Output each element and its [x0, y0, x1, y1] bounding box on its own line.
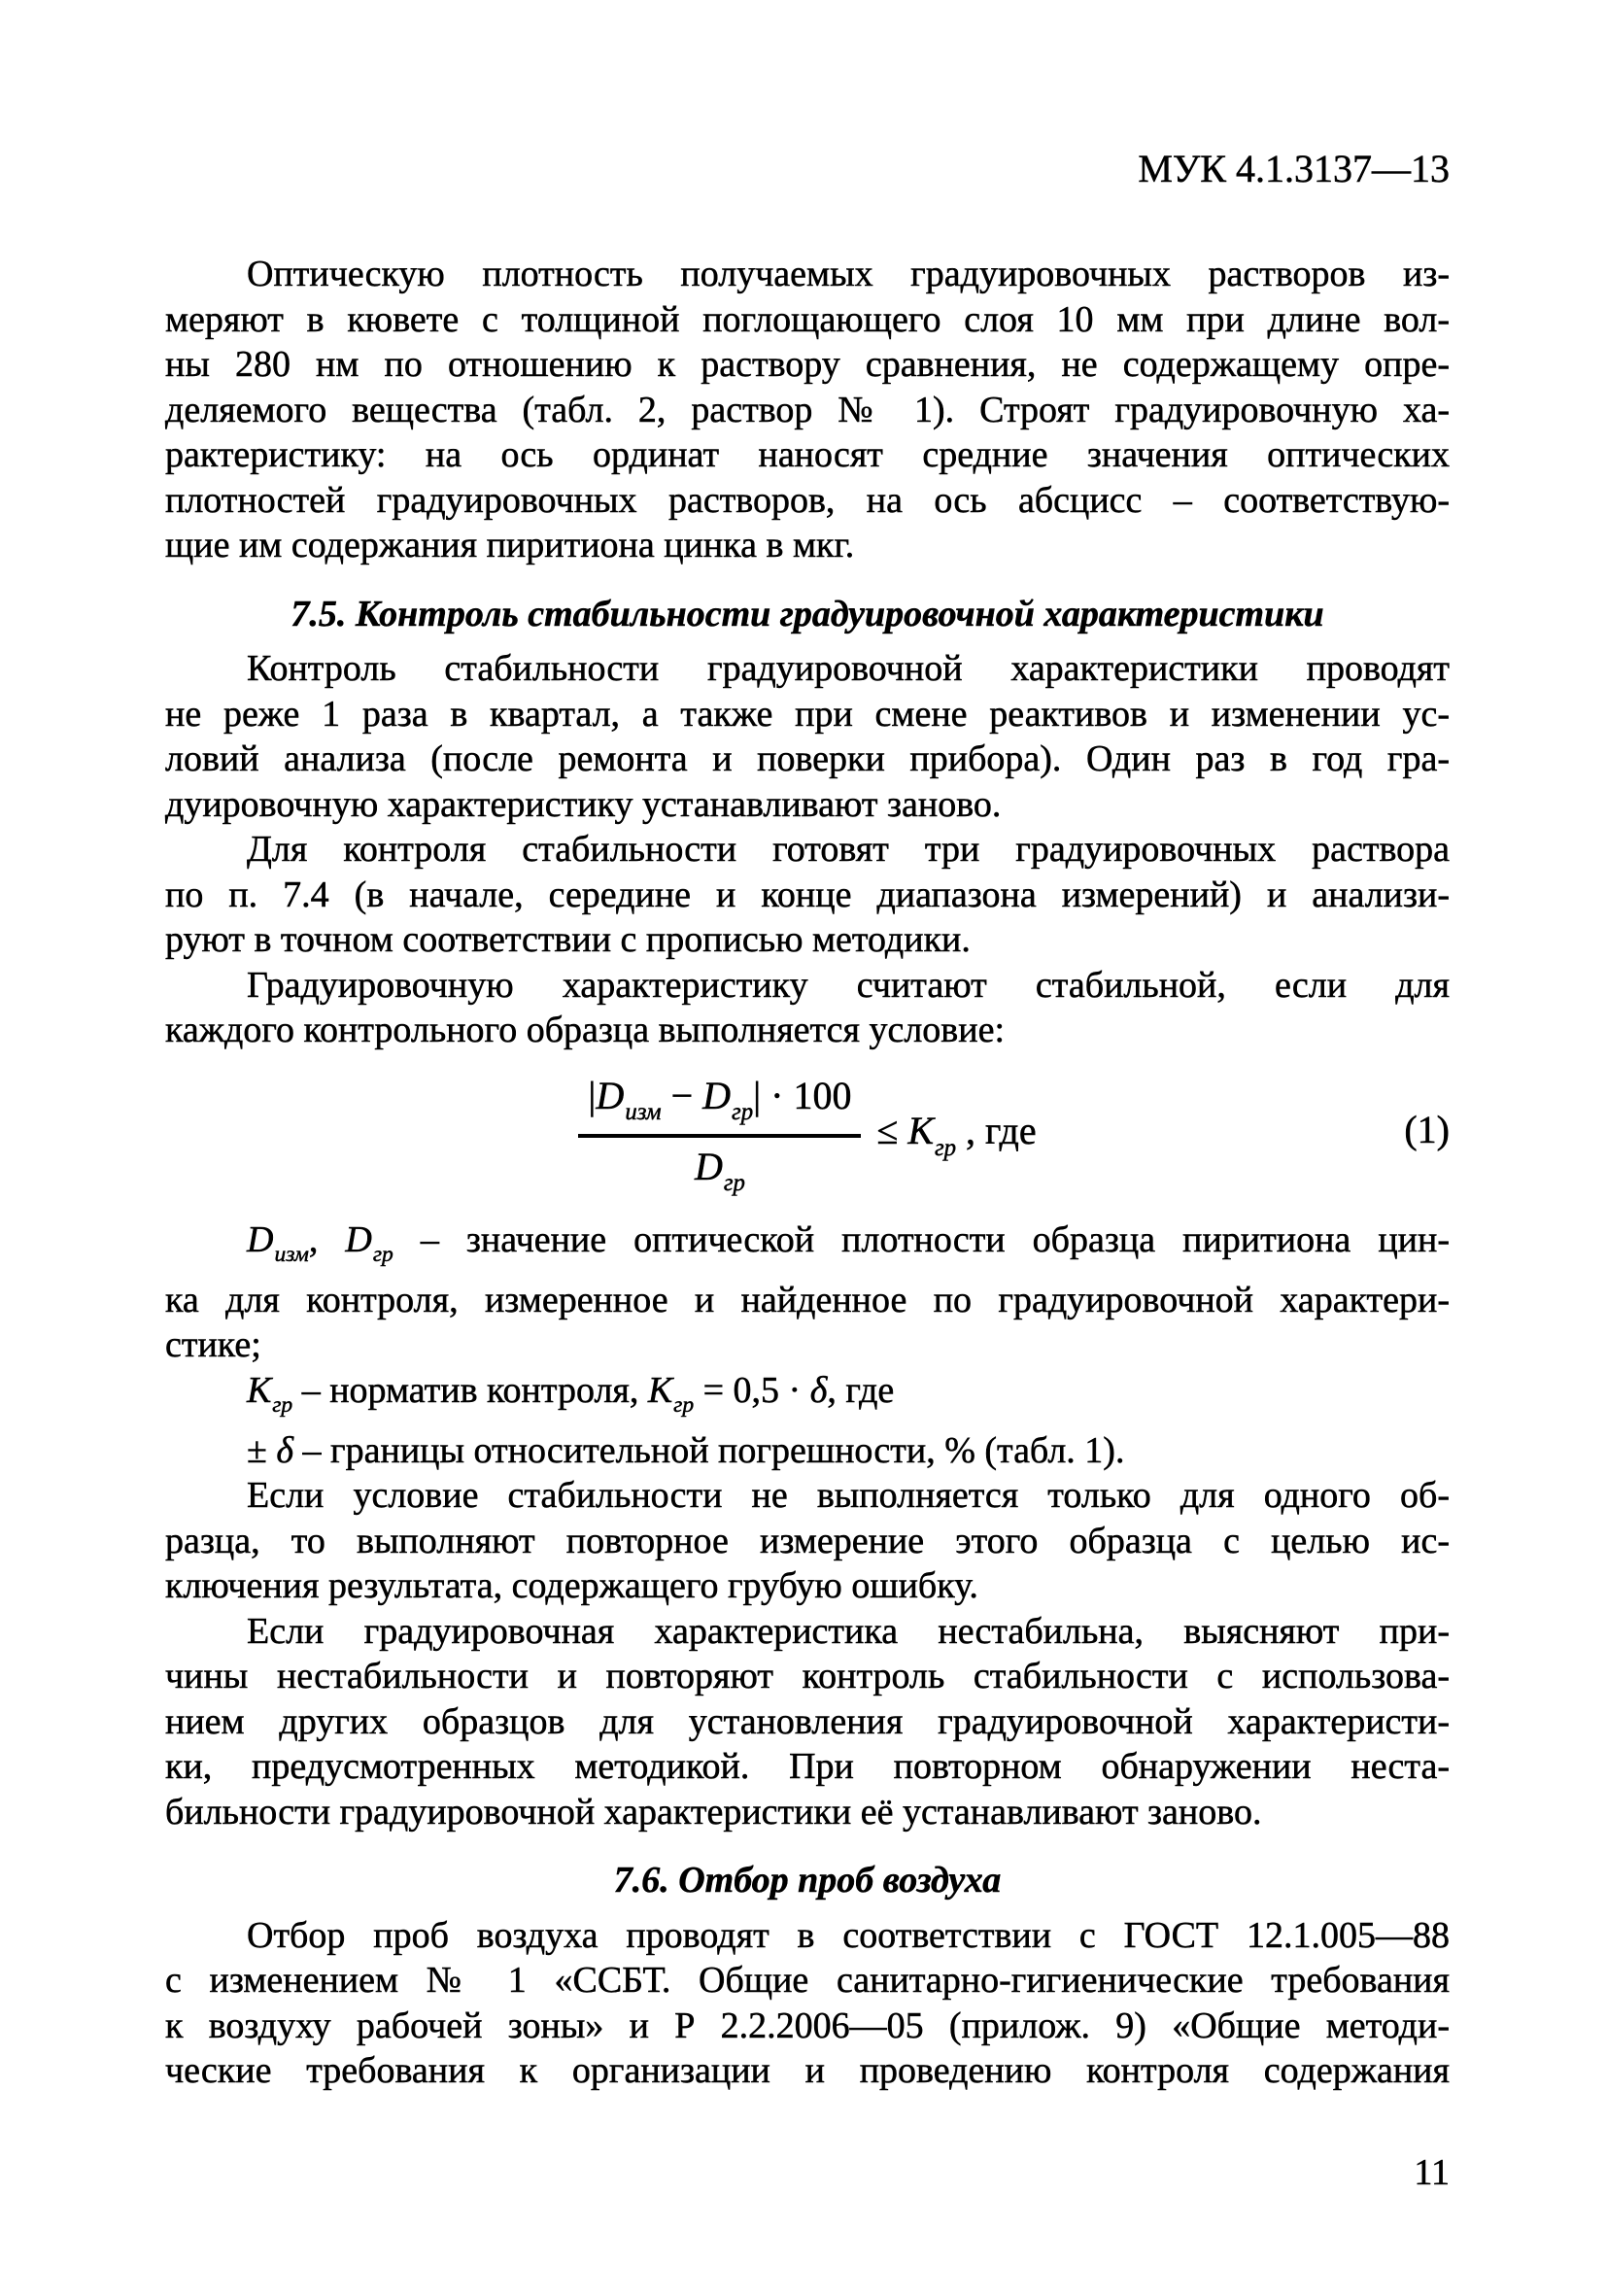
italic-symbol: D — [345, 1218, 372, 1260]
text-run: | · 100 — [753, 1073, 852, 1117]
text-line: по п. 7.4 (в начале, середине и конце диапазона измерений) и анализи- — [165, 874, 1450, 915]
section-heading: 7.6. Отбор проб воздуха — [613, 1860, 1002, 1902]
subscript: гр — [934, 1134, 957, 1161]
text-run: ≤ — [876, 1109, 908, 1153]
document-code-header: МУК 4.1.3137—13 — [1138, 147, 1450, 190]
document-page — [0, 146, 1607, 2296]
text-line: Для контроля стабильности готовят три градуировочных раствора — [247, 829, 1450, 870]
paragraph — [165, 1473, 1450, 1609]
page-number: 11 — [1414, 2151, 1450, 2193]
text-run: | — [588, 1073, 597, 1117]
italic-symbol: К — [907, 1109, 934, 1153]
text-line — [165, 1428, 1450, 1474]
text-line: ческие требования к организации и проведению контроля содержания — [165, 2050, 1450, 2092]
fraction-denominator — [578, 1138, 861, 1197]
text-line — [165, 1368, 1450, 1428]
text-line: плотностей градуировочных растворов, на ось абсцисс – соответствую- — [165, 479, 1450, 521]
subscript: гр — [372, 1242, 393, 1268]
fraction — [578, 1073, 861, 1197]
subscript: гр — [723, 1170, 745, 1197]
text-line: Контроль стабильности градуировочной характеристики проводят — [247, 648, 1450, 689]
subscript: изм — [625, 1099, 662, 1125]
italic-symbol: К — [647, 1369, 673, 1411]
text-line: ключения результата, содержащего грубую ошибку. — [165, 1565, 978, 1607]
text-line: разца, то выполняют повторное измерение этого образца с целью ис- — [165, 1520, 1450, 1561]
subscript: гр — [673, 1392, 695, 1419]
text-line: стике; — [165, 1324, 261, 1366]
fraction-numerator — [578, 1073, 861, 1138]
text-line: дуировочную характеристику устанавливают заново. — [165, 783, 1002, 825]
text-run: – границы относительной погрешности, % (табл. 1). — [293, 1429, 1125, 1471]
text-line: нием других образцов для установления градуировочной характеристи- — [165, 1700, 1450, 1742]
text-line: Если условие стабильности не выполняется только для одного об- — [247, 1475, 1450, 1517]
text-line: руют в точном соответствии с прописью методики. — [165, 919, 971, 960]
text-line: щие им содержания пиритиона цинка в мкг. — [165, 525, 855, 565]
paragraph — [165, 646, 1450, 827]
text-run: ± — [247, 1429, 277, 1471]
text-line — [165, 1217, 1450, 1278]
text-line: к воздуху рабочей зоны» и Р 2.2.2006—05 (прилож. 9) «Общие методи- — [165, 2005, 1450, 2046]
text-run: = 0,5 · — [694, 1369, 810, 1411]
formula — [165, 1053, 1450, 1217]
paragraph — [165, 827, 1450, 963]
text-line: меряют в кювете с толщиной поглощающего слоя 10 мм при длине вол- — [165, 298, 1450, 340]
italic-symbol: D — [702, 1073, 732, 1117]
text-run: , где — [827, 1369, 895, 1411]
italic-symbol: D — [247, 1218, 274, 1260]
text-line: ки, предусмотренных методикой. При повторном обнаружении неста- — [165, 1746, 1450, 1788]
text-line: каждого контрольного образца выполняется условие: — [165, 1010, 1005, 1050]
text-line: чины нестабильности и повторяют контроль стабильности с использова- — [165, 1656, 1450, 1697]
paragraph — [165, 963, 1450, 1053]
text-run: , — [308, 1218, 346, 1260]
subscript: гр — [732, 1099, 754, 1125]
text-run: – норматив контроля, — [292, 1369, 648, 1411]
text-run: – значение оптической плотности образца пиритиона цин- — [393, 1218, 1450, 1260]
subscript: изм — [274, 1242, 309, 1268]
text-line: с изменением № 1 «ССБТ. Общие санитарно-гигиенические требования — [165, 1960, 1450, 2002]
text-run: − — [661, 1073, 703, 1117]
italic-symbol: D — [596, 1073, 625, 1117]
paragraph — [165, 1609, 1450, 1835]
text-line: Градуировочную характеристику считают стабильной, если для — [247, 964, 1450, 1006]
text-line: Отбор проб воздуха проводят в соответствии с ГОСТ 12.1.005—88 — [247, 1914, 1450, 1956]
text-line: Оптическую плотность получаемых градуировочных растворов из- — [247, 254, 1450, 294]
text-line: рактеристику: на ось ординат наносят средние значения оптических — [165, 434, 1450, 475]
equation-number: (1) — [1404, 1107, 1450, 1151]
formula-rhs — [876, 1108, 1036, 1161]
subscript: гр — [272, 1392, 293, 1419]
section-heading: 7.5. Контроль стабильности градуировочной характеристики — [291, 593, 1324, 634]
paragraph — [165, 252, 1450, 568]
text-line: ка для контроля, измеренное и найденное по градуировочной характери- — [165, 1279, 1450, 1320]
text-line: бильности градуировочной характеристики её устанавливают заново. — [165, 1791, 1262, 1833]
text-line: Если градуировочная характеристика нестабильна, выясняют при- — [247, 1610, 1450, 1652]
text-line: ны 280 нм по отношению к раствору сравнения, не содержащему опре- — [165, 344, 1450, 385]
text-run: , где — [956, 1109, 1037, 1153]
italic-symbol: К — [247, 1369, 272, 1411]
paragraph — [165, 1428, 1450, 1474]
text-line: ловий анализа (после ремонта и поверки прибора). Один раз в год гра- — [165, 738, 1450, 779]
content — [165, 252, 1450, 2094]
paragraph — [165, 1913, 1450, 2094]
paragraph — [165, 1217, 1450, 1368]
text-line: не реже 1 раза в квартал, а также при смене реактивов и изменении ус- — [165, 693, 1450, 735]
italic-symbol: D — [694, 1145, 723, 1188]
italic-symbol: δ — [276, 1429, 294, 1471]
italic-symbol: δ — [809, 1369, 828, 1411]
paragraph — [165, 1368, 1450, 1428]
text-line: деляемого вещества (табл. 2, раствор № 1). Строят градуировочную ха- — [165, 389, 1450, 430]
